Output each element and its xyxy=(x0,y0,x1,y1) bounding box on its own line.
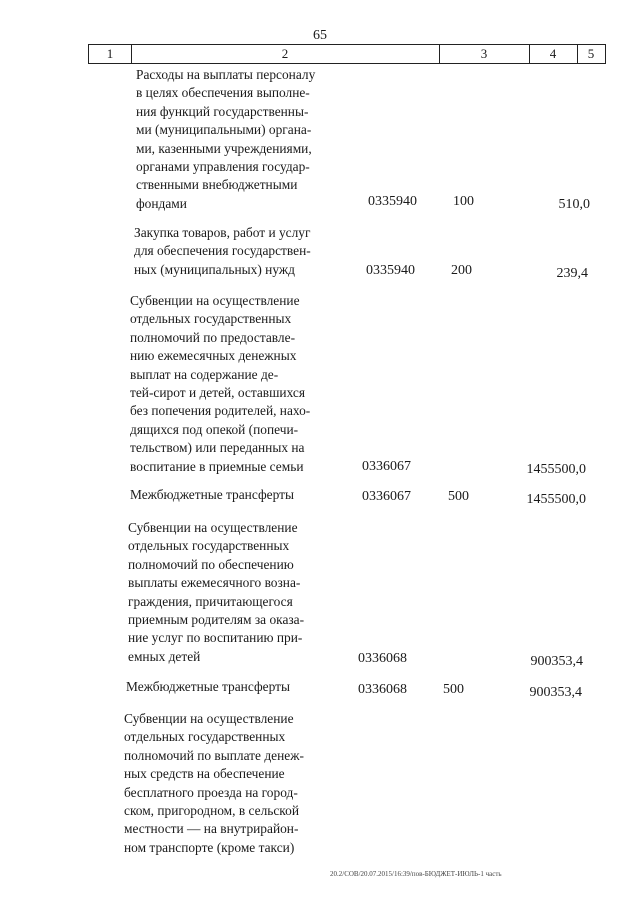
row-description: Закупка товаров, работ и услуг для обеспечения государствен- ных (муниципальных) нужд xyxy=(134,225,311,277)
column-header-5: 5 xyxy=(587,46,595,61)
row-amount: 510,0 xyxy=(558,197,590,212)
column-header-4: 4 xyxy=(549,46,557,61)
row-amount: 1455500,0 xyxy=(526,462,586,477)
row-amount: 900353,4 xyxy=(529,685,582,700)
row-description: Межбюджетные трансферты xyxy=(126,679,290,694)
row-code: 0336068 xyxy=(358,682,407,697)
row-kind: 100 xyxy=(453,194,474,209)
row-amount: 239,4 xyxy=(556,266,588,281)
page-number: 65 xyxy=(313,28,327,43)
row-code: 0336068 xyxy=(358,651,407,666)
row-kind: 200 xyxy=(451,263,472,278)
row-description: Субвенции на осуществление отдельных государственных полномочий по выплате денеж- ных средств на обеспечение бесплатного проезда на город- ском, пригородном, в сельской местности — на внутрирайон- ном транспорте (кроме такси) xyxy=(124,711,304,855)
column-header-2: 2 xyxy=(281,46,289,61)
column-header-3: 3 xyxy=(480,46,488,61)
row-kind: 500 xyxy=(443,682,464,697)
row-description: Субвенции на осуществление отдельных государственных полномочий по предоставле- нию ежемесячных денежных выплат на содержание де- тей-сирот и детей, оставшихся без попечения родителей, нахо- дящихся под опекой (попечи- тельством) или переданных на воспитание в приемные семьи xyxy=(130,293,311,474)
row-description: Межбюджетные трансферты xyxy=(130,487,294,502)
row-code: 0335940 xyxy=(368,194,417,209)
row-code: 0336067 xyxy=(362,459,411,474)
row-kind: 500 xyxy=(448,489,469,504)
row-amount: 900353,4 xyxy=(530,654,583,669)
row-description: Расходы на выплаты персоналу в целях обеспечения выполне- ния функций государственны- ми (муниципальными) органа- ми, казенными учреждениями, органами управления государ- ственными внебюджетными фондами xyxy=(136,67,316,211)
column-header-1: 1 xyxy=(106,46,114,61)
row-description: Субвенции на осуществление отдельных государственных полномочий по обеспечению выплаты ежемесячного возна- граждения, причитающегося приемным родителям за оказа- ние услуг по воспитанию при- емных детей xyxy=(128,520,305,664)
table-header-row xyxy=(88,44,606,64)
row-code: 0336067 xyxy=(362,489,411,504)
row-amount: 1455500,0 xyxy=(526,492,586,507)
footer-stamp: 20.2/СОВ/20.07.2015/16:39/пов-БЮДЖЕТ-ИЮЛЬ-1 часть xyxy=(330,870,502,878)
row-code: 0335940 xyxy=(366,263,415,278)
